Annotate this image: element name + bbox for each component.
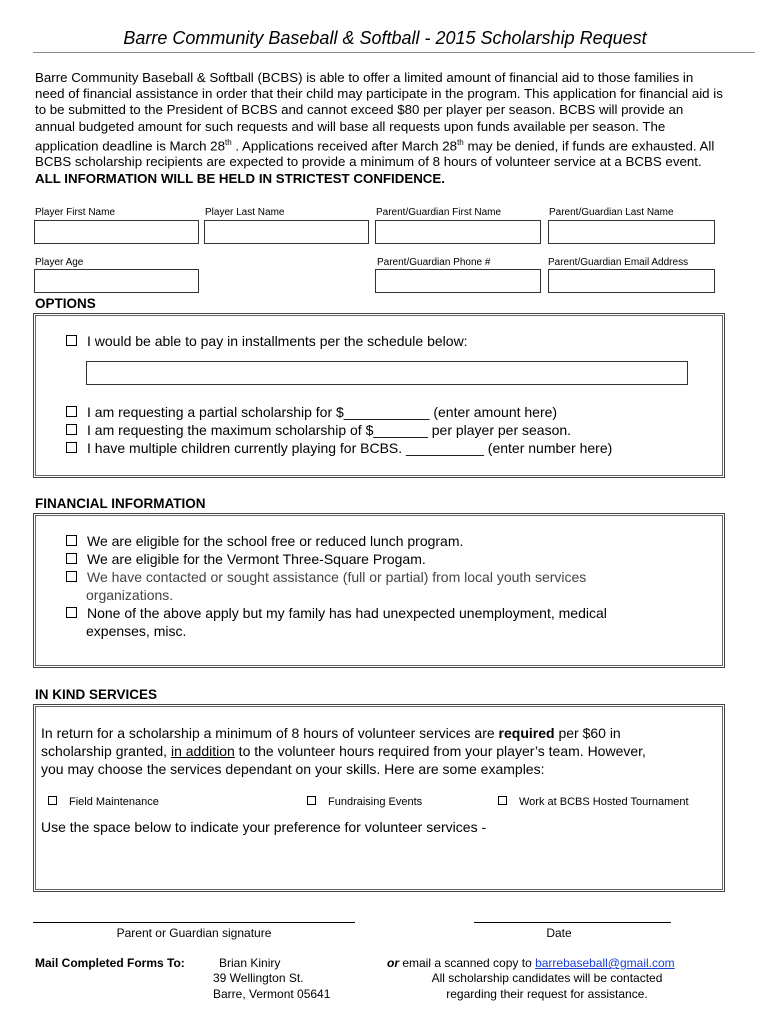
- player-first-label: Player First Name: [35, 207, 116, 218]
- parent-first-field[interactable]: [375, 220, 541, 244]
- inkind-text-line2: scholarship granted, in addition to the volunteer hours required from your player’s team. However,: [41, 743, 646, 759]
- inkind-text-line1: In return for a scholarship a minimum of 8 hours of volunteer services are required per $60 in: [41, 725, 621, 741]
- option-partial[interactable]: I am requesting a partial scholarship for $___________ (enter amount here): [66, 404, 557, 422]
- parent-last-field[interactable]: [548, 220, 715, 244]
- preference-text: Use the space below to indicate your preference for volunteer services -: [41, 819, 487, 835]
- contact-note-line2: regarding their request for assistance.: [446, 987, 648, 1001]
- financial-threesquare[interactable]: We are eligible for the Vermont Three-Square Progam.: [66, 551, 426, 569]
- checkbox-icon[interactable]: [66, 406, 77, 417]
- player-age-label: Player Age: [35, 257, 84, 268]
- player-last-field[interactable]: [204, 220, 369, 244]
- mail-city: Barre, Vermont 05641: [213, 987, 331, 1001]
- mail-label: Mail Completed Forms To:: [35, 956, 185, 970]
- player-first-field[interactable]: [34, 220, 199, 244]
- financial-heading: FINANCIAL INFORMATION: [35, 496, 206, 511]
- parent-first-label: Parent/Guardian First Name: [376, 207, 502, 218]
- date-line[interactable]: [474, 922, 671, 923]
- checkbox-icon[interactable]: [66, 553, 77, 564]
- inkind-text-line3: you may choose the services dependant on your skills. Here are some examples:: [41, 761, 545, 777]
- phone-label: Parent/Guardian Phone #: [377, 257, 491, 268]
- contact-note-line1: All scholarship candidates will be contacted: [431, 971, 663, 985]
- checkbox-icon[interactable]: [66, 607, 77, 618]
- service-fundraising[interactable]: Fundraising Events: [307, 796, 422, 808]
- email-field[interactable]: [548, 269, 715, 293]
- checkbox-icon[interactable]: [66, 571, 77, 582]
- checkbox-icon[interactable]: [498, 796, 507, 805]
- player-age-field[interactable]: [34, 269, 199, 293]
- option-maximum[interactable]: I am requesting the maximum scholarship of $_______ per player per season.: [66, 422, 571, 440]
- intro-paragraph: Barre Community Baseball & Softball (BCBS) is able to offer a limited amount of financial aid to those families in need of financial assistance in order that their child may participate in the program. This application for financial aid is to be submitted to the President of BCBS and cannot exceed $80 per player per season. BCBS will provide an annual budgeted amount for such requests and will base all requests upon funds available per season. The application deadline is March 28th . Applications received after March 28th may be denied, if funds are exhausted. All BCBS scholarship recipients are expected to provide a minimum of 8 hours of volunteer service at a BCBS event. ALL INFORMATION WILL BE HELD IN STRICTEST CONFIDENCE.: [35, 70, 723, 186]
- preference-area[interactable]: [41, 840, 711, 884]
- option-multiple[interactable]: I have multiple children currently playing for BCBS. __________ (enter number here): [66, 440, 612, 458]
- checkbox-icon[interactable]: [66, 535, 77, 546]
- checkbox-icon[interactable]: [307, 796, 316, 805]
- email-instruction: or email a scanned copy to barrebaseball@gmail.com: [387, 956, 675, 970]
- checkbox-icon[interactable]: [66, 424, 77, 435]
- options-heading: OPTIONS: [35, 296, 96, 311]
- page-title: Barre Community Baseball & Softball - 2015 Scholarship Request: [123, 28, 647, 48]
- checkbox-icon[interactable]: [66, 442, 77, 453]
- mail-street: 39 Wellington St.: [213, 971, 304, 985]
- service-tournament[interactable]: Work at BCBS Hosted Tournament: [498, 796, 689, 808]
- option-installments[interactable]: I would be able to pay in installments per the schedule below:: [66, 333, 468, 351]
- email-label: Parent/Guardian Email Address: [548, 257, 689, 268]
- player-last-label: Player Last Name: [205, 207, 285, 218]
- financial-none[interactable]: None of the above apply but my family has had unexpected unemployment, medical: [66, 605, 607, 623]
- signature-line[interactable]: [33, 922, 355, 923]
- financial-youth-cont: organizations.: [86, 587, 174, 603]
- installment-schedule-field[interactable]: [86, 361, 688, 385]
- mail-name: Brian Kiniry: [219, 956, 281, 970]
- signature-label: Parent or Guardian signature: [116, 926, 272, 940]
- title-divider: [33, 52, 755, 53]
- checkbox-icon[interactable]: [48, 796, 57, 805]
- date-label: Date: [546, 926, 572, 940]
- phone-field[interactable]: [375, 269, 541, 293]
- inkind-heading: IN KIND SERVICES: [35, 687, 158, 702]
- financial-lunch[interactable]: We are eligible for the school free or reduced lunch program.: [66, 533, 463, 551]
- financial-youth[interactable]: We have contacted or sought assistance (full or partial) from local youth services: [66, 569, 586, 587]
- parent-last-label: Parent/Guardian Last Name: [549, 207, 674, 218]
- checkbox-icon[interactable]: [66, 335, 77, 346]
- service-field-maintenance[interactable]: Field Maintenance: [48, 796, 159, 808]
- email-link[interactable]: barrebaseball@gmail.com: [535, 956, 675, 970]
- financial-none-cont: expenses, misc.: [86, 623, 187, 639]
